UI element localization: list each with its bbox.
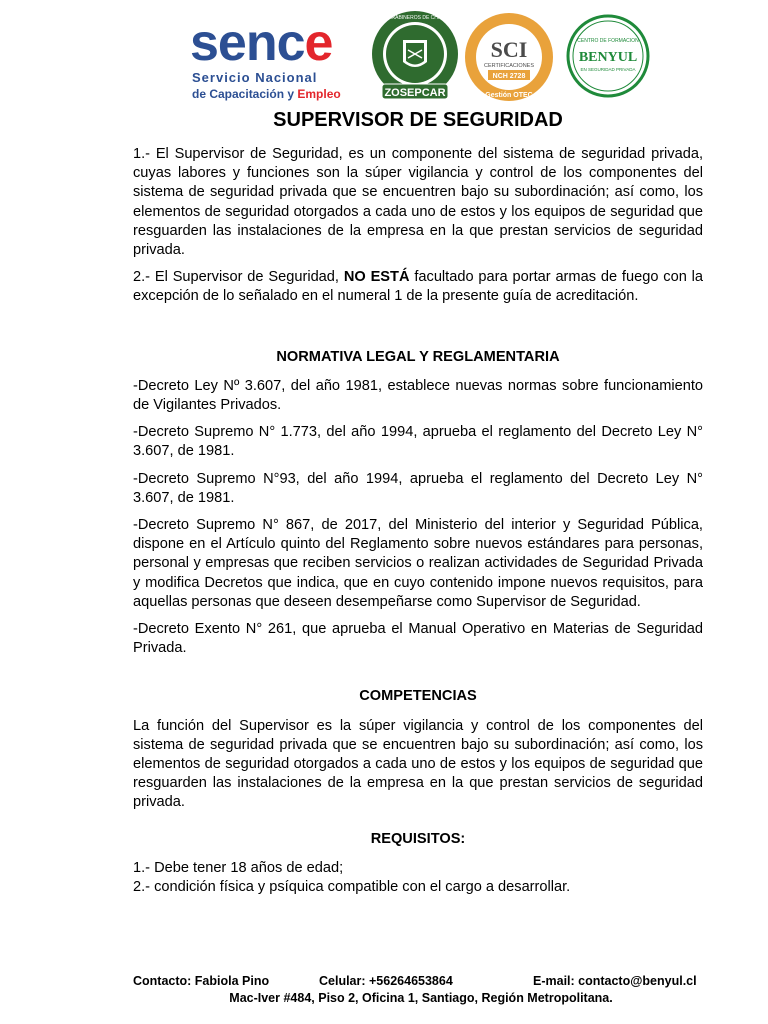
sence-name-line: Servicio Nacional — [192, 70, 318, 85]
normativa-item: -Decreto Supremo N° 1.773, del año 1994, aprueba el reglamento del Decreto Ley N° 3.607, de 1981. — [133, 424, 703, 460]
svg-text:NCH 2728: NCH 2728 — [492, 73, 526, 80]
competencias-paragraph: La función del Supervisor es la súper vigilancia y control de los componentes del sistema de seguridad privada que se encuentren bajo su subordinación; así como, los elementos de seguridad otorgados a cada uno de estos y los equipos de seguridad que resguarden las instalaciones de la empresa en la que prestan servicios de seguridad privada. — [133, 717, 703, 811]
benyul-seal-icon — [566, 14, 650, 98]
page-title: SUPERVISOR DE SEGURIDAD — [273, 109, 563, 131]
header-logos — [0, 0, 768, 108]
footer-address: Mac-Iver #484, Piso 2, Oficina 1, Santiago, Región Metropolitana. — [229, 991, 613, 1005]
sence-name-line-2: de Capacitación y Empleo — [192, 87, 341, 101]
svg-text:CENTRO DE FORMACION: CENTRO DE FORMACION — [577, 38, 639, 44]
footer-contact-name: Contacto: Fabiola Pino — [133, 974, 270, 988]
svg-text:Gestión OTEC: Gestión OTEC — [485, 92, 533, 99]
no-esta-emphasis: NO ESTÁ — [343, 269, 410, 286]
svg-text:CERTIFICACIONES: CERTIFICACIONES — [483, 63, 535, 69]
document-body — [133, 145, 703, 897]
svg-text:ZOSEPCAR: ZOSEPCAR — [384, 87, 446, 99]
normativa-item: -Decreto Ley Nº 3.607, del año 1981, establece nuevas normas sobre funcionamiento de Vigilantes Privados. — [133, 377, 703, 414]
intro-paragraph-1: 1.- El Supervisor de Seguridad, es un componente del sistema de seguridad privada, cuyas labores y funciones son la súper vigilancia y control de los componentes del sistema de seguridad privada que se encuentren bajo su subordinación; así como, los elementos de seguridad otorgados a cada uno de estos y los equipos de seguridad que resguarden las instalaciones de la empresa en la que prestan servicios de seguridad privada. — [133, 146, 703, 259]
svg-text:BENYUL: BENYUL — [578, 50, 638, 65]
normativa-item: -Decreto Supremo N° 867, de 2017, del Ministerio del interior y Seguridad Pública, dispone en el Artículo quinto del Reglamento sobre nuevos estándares para personas, personal y empresas que reciben servicios o realizan actividades de Seguridad Privada y modifica Decretos que indica, que en cuyo contenido impone nuevos requisitos, para aquellas personas que deseen desempeñarse como Supervisor de Seguridad. — [133, 517, 703, 610]
competencias-heading: COMPETENCIAS — [359, 688, 477, 705]
sci-certification-seal-icon — [464, 12, 554, 102]
svg-text:EN SEGURIDAD PRIVADA: EN SEGURIDAD PRIVADA — [580, 67, 636, 72]
requisito-item: 2.- condición física y psíquica compatible con el cargo a desarrollar. — [133, 879, 571, 896]
normativa-item: -Decreto Exento N° 261, que aprueba el Manual Operativo en Materias de Seguridad Privada. — [133, 621, 703, 657]
normativa-heading: NORMATIVA LEGAL Y REGLAMENTARIA — [276, 348, 560, 365]
sence-wordmark: sence — [190, 14, 333, 72]
footer — [133, 973, 703, 1007]
footer-contact-row — [133, 973, 703, 990]
sence-logo — [190, 14, 366, 106]
requisitos-heading: REQUISITOS: — [370, 830, 466, 847]
normativa-item: -Decreto Supremo N°93, del año 1994, aprueba el reglamento del Decreto Ley N° 3.607, de 1981. — [133, 470, 703, 506]
zosepcar-seal-icon — [370, 10, 460, 102]
intro-paragraph-2: 2.- El Supervisor de Seguridad, NO ESTÁ facultado para portar armas de fuego con la excepción de lo señalado en el numeral 1 de la presente guía de acreditación. — [133, 269, 704, 305]
svg-text:CARABINEROS DE CHILE: CARABINEROS DE CHILE — [384, 15, 446, 21]
footer-phone: Celular: +56264653864 — [319, 974, 453, 988]
requisito-item: 1.- Debe tener 18 años de edad; — [133, 859, 344, 876]
svg-text:SCI: SCI — [490, 37, 528, 62]
footer-email: E-mail: contacto@benyul.cl — [533, 974, 697, 988]
